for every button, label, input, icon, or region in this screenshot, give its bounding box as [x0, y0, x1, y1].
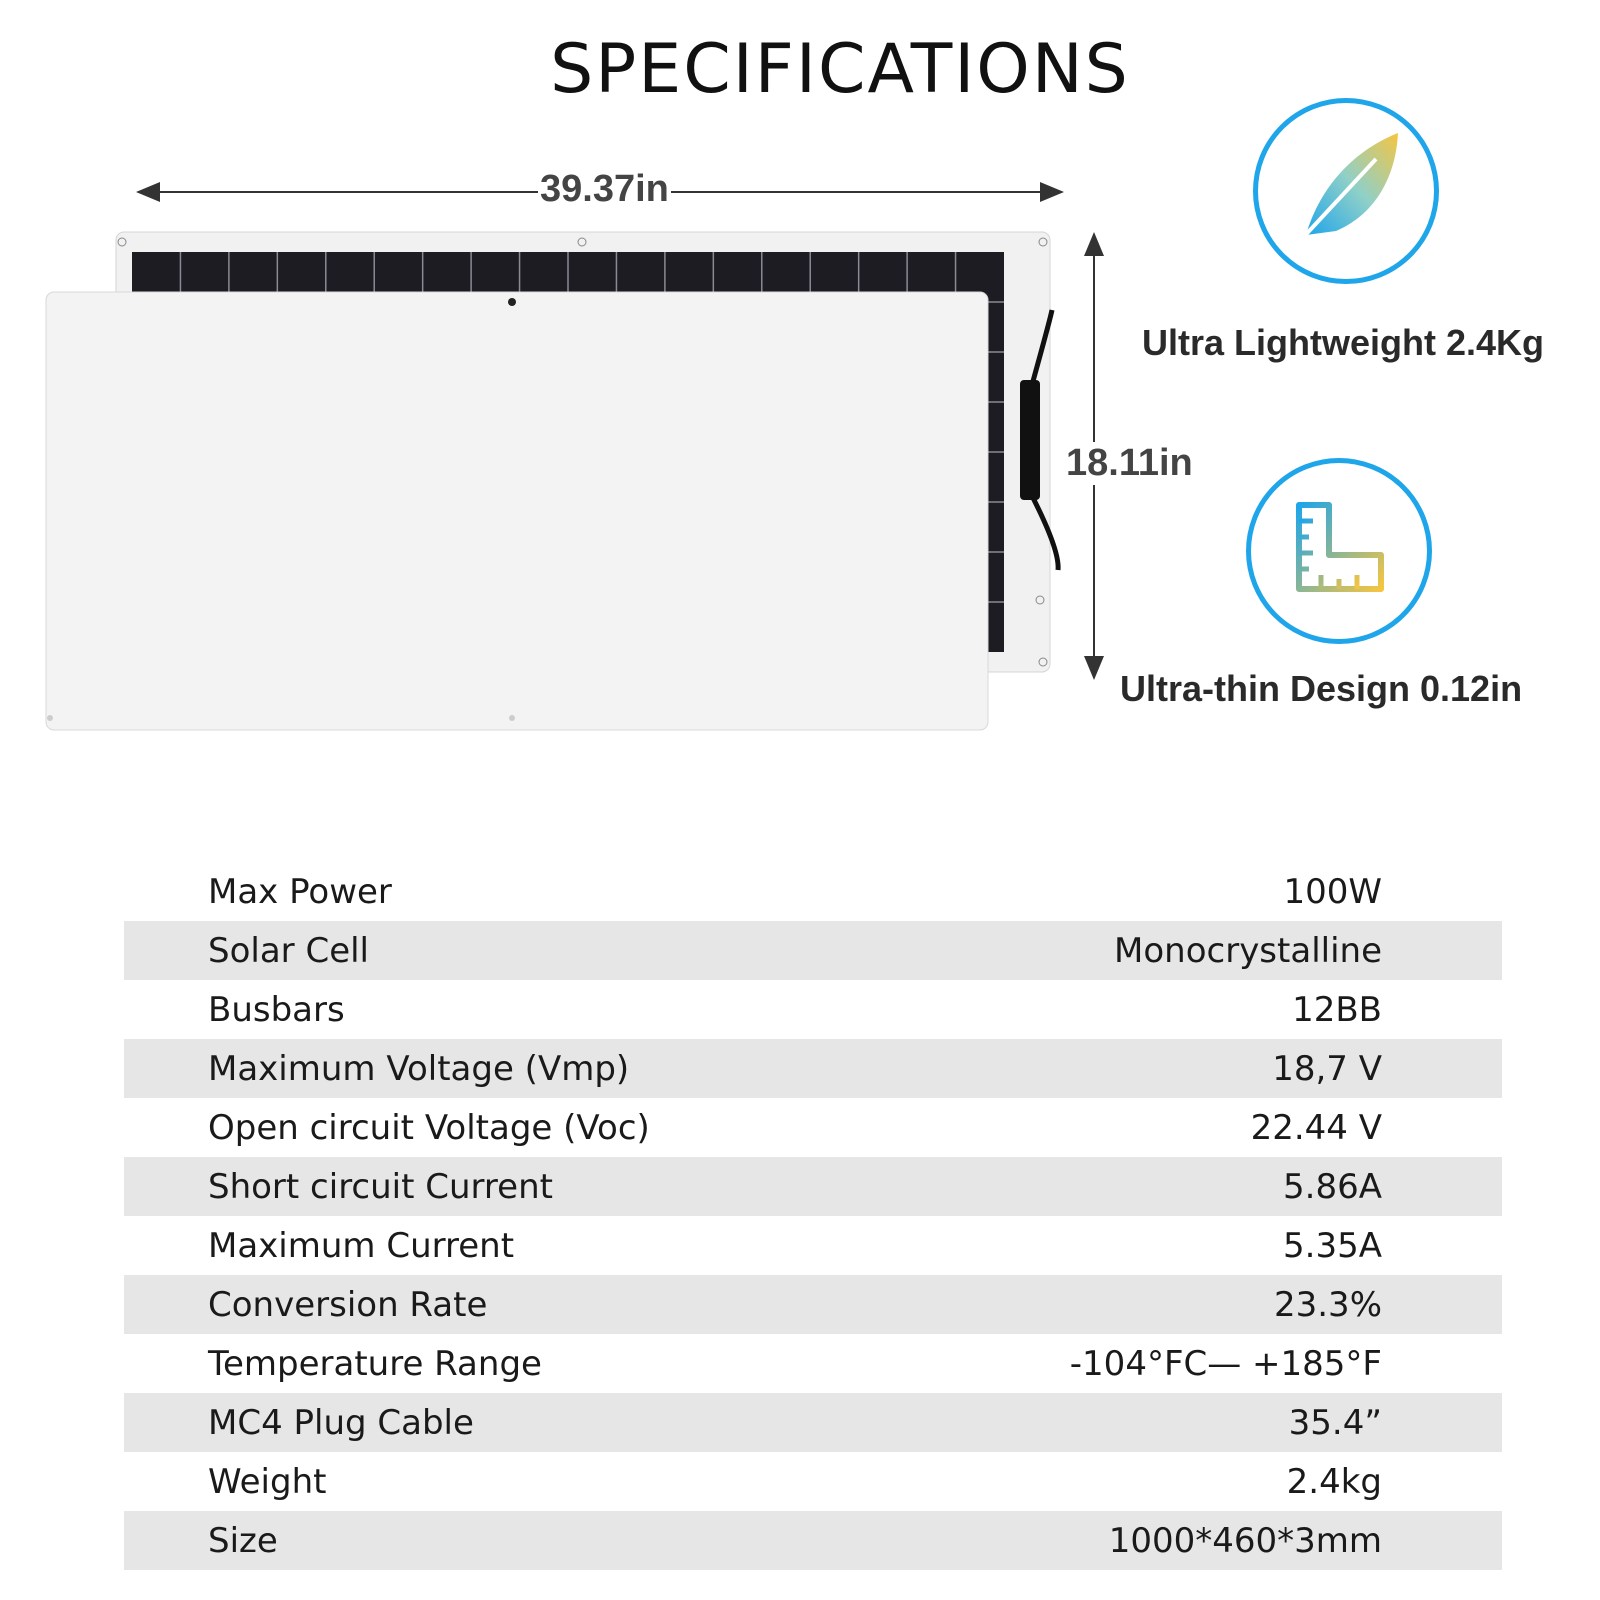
height-dimension-label: 18.11in	[1066, 442, 1193, 484]
spec-value: 22.44 V	[1250, 1107, 1382, 1148]
feature-label-thickness: Ultra-thin Design 0.12in	[1120, 668, 1523, 709]
spec-label: Size	[208, 1520, 278, 1561]
width-dimension-label: 39.37in	[540, 168, 669, 210]
spec-value: 23.3%	[1273, 1284, 1382, 1325]
spec-row	[124, 1216, 1502, 1275]
feather-icon-circle	[1253, 98, 1439, 284]
spec-value: 1000*460*3mm	[1108, 1520, 1382, 1561]
spec-row	[124, 980, 1502, 1039]
spec-label: Temperature Range	[208, 1343, 542, 1384]
panel-back	[46, 292, 988, 730]
spec-row	[124, 921, 1502, 980]
feature-label-weight: Ultra Lightweight 2.4Kg	[1142, 322, 1545, 363]
ruler-icon	[1251, 463, 1427, 639]
spec-label: Short circuit Current	[208, 1166, 553, 1207]
spec-value: 2.4kg	[1286, 1461, 1382, 1502]
spec-row	[124, 1334, 1502, 1393]
spec-value: 100W	[1283, 871, 1382, 912]
feather-icon	[1258, 103, 1434, 279]
spec-value: 5.35A	[1283, 1225, 1382, 1266]
spec-row	[124, 1098, 1502, 1157]
spec-value: 5.86A	[1283, 1166, 1382, 1207]
spec-label: Busbars	[208, 989, 345, 1030]
spec-label: MC4 Plug Cable	[208, 1402, 474, 1443]
spec-row	[124, 1452, 1502, 1511]
spec-value: 18,7 V	[1272, 1048, 1382, 1089]
spec-value: Monocrystalline	[1114, 930, 1382, 971]
spec-row	[124, 1157, 1502, 1216]
spec-label: Maximum Current	[208, 1225, 515, 1266]
spec-row	[124, 1039, 1502, 1098]
page-title: SPECIFICATIONS	[550, 30, 1130, 109]
spec-value: 35.4”	[1288, 1402, 1382, 1443]
spec-label: Solar Cell	[208, 930, 370, 971]
spec-value: 12BB	[1292, 989, 1382, 1030]
spec-row	[124, 1275, 1502, 1334]
spec-label: Open circuit Voltage (Voc)	[208, 1107, 650, 1148]
spec-value: -104°FC— +185°F	[1069, 1343, 1382, 1384]
spec-label: Conversion Rate	[208, 1284, 488, 1325]
ruler-icon-circle	[1246, 458, 1432, 644]
spec-row	[124, 1393, 1502, 1452]
spec-table	[124, 862, 1502, 1570]
spec-row	[124, 862, 1502, 921]
spec-label: Max Power	[208, 871, 392, 912]
spec-label: Maximum Voltage (Vmp)	[208, 1048, 630, 1089]
spec-row	[124, 1511, 1502, 1570]
spec-label: Weight	[208, 1461, 327, 1502]
